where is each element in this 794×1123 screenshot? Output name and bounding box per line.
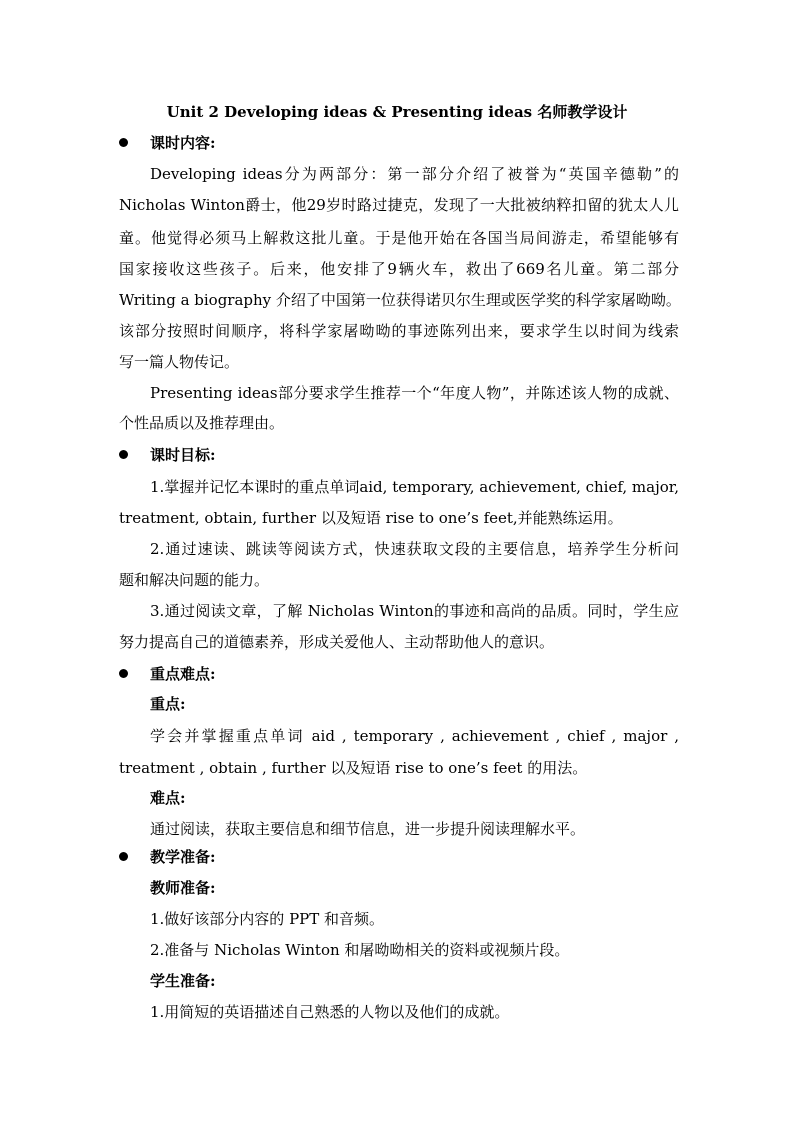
bullet-icon <box>119 852 128 861</box>
bullet-icon <box>119 138 128 147</box>
paragraph-line: Presenting ideas部分要求学生推荐一个“年度人物”，并陈述该人物的成就、 <box>150 384 679 402</box>
paragraph-line: 1.做好该部分内容的 PPT 和音频。 <box>150 910 385 928</box>
student-prep-label: 学生准备: <box>150 972 216 990</box>
paragraph-line: 个性品质以及推荐理由。 <box>119 414 285 432</box>
section-heading-text: 课时内容: <box>150 134 216 152</box>
bullet-icon <box>119 669 128 678</box>
paragraph-line: 题和解决问题的能力。 <box>119 571 270 589</box>
section-heading-preparation <box>119 846 679 868</box>
paragraph-line: 学会并掌握重点单词 aid , temporary , achievement , chief , major , <box>150 727 679 745</box>
paragraph-line: 努力提高自己的道德素养，形成关爱他人、主动帮助他人的意识。 <box>119 633 555 651</box>
section-heading-text: 课时目标: <box>150 446 216 464</box>
paragraph-line: 写一篇人物传记。 <box>119 353 240 371</box>
difficult-point-label: 难点: <box>150 789 186 807</box>
paragraph-line: treatment, obtain, further 以及短语 rise to one’s feet,并能熟练运用。 <box>119 509 623 527</box>
paragraph-line: Nicholas Winton爵士，他29岁时路过捷克，发现了一大批被纳粹扣留的犹太人儿 <box>119 196 679 214</box>
paragraph-line: 该部分按照时间顺序，将科学家屠呦呦的事迹陈列出来，要求学生以时间为线索 <box>119 322 679 340</box>
paragraph-line: Writing a biography 介绍了中国第一位获得诺贝尔生理或医学奖的科学家屠呦呦。 <box>119 291 681 309</box>
paragraph-line: 2.准备与 Nicholas Winton 和屠呦呦相关的资料或视频片段。 <box>150 941 570 959</box>
paragraph-line: 童。他觉得必须马上解救这批儿童。于是他开始在各国当局间游走，希望能够有 <box>119 229 679 247</box>
section-heading-text: 重点难点: <box>150 665 216 683</box>
section-heading-text: 教学准备: <box>150 848 216 866</box>
paragraph-line: treatment , obtain , further 以及短语 rise to one’s feet 的用法。 <box>119 759 588 777</box>
paragraph-line: 1.掌握并记忆本课时的重点单词aid, temporary, achievement, chief, major, <box>150 478 680 496</box>
teacher-prep-label: 教师准备: <box>150 879 216 897</box>
section-heading-objectives <box>119 444 679 466</box>
paragraph-line: Developing ideas分为两部分：第一部分介绍了被誉为“英国辛德勒”的 <box>150 165 679 183</box>
section-heading-key-points <box>119 663 679 685</box>
paragraph-line: 2.通过速读、跳读等阅读方式，快速获取文段的主要信息，培养学生分析问 <box>150 540 679 558</box>
document-title: Unit 2 Developing ideas & Presenting ideas 名师教学设计 <box>166 103 628 121</box>
section-heading-content <box>119 132 679 154</box>
key-point-label: 重点: <box>150 695 186 713</box>
paragraph-line: 1.用简短的英语描述自己熟悉的人物以及他们的成就。 <box>150 1003 510 1021</box>
paragraph-line: 国家接收这些孩子。后来，他安排了9辆火车，救出了669名儿童。第二部分 <box>119 260 679 278</box>
bullet-icon <box>119 450 128 459</box>
paragraph-line: 3.通过阅读文章，了解 Nicholas Winton的事迹和高尚的品质。同时，学生应 <box>150 602 679 620</box>
paragraph-line: 通过阅读，获取主要信息和细节信息，进一步提升阅读理解水平。 <box>150 820 586 838</box>
